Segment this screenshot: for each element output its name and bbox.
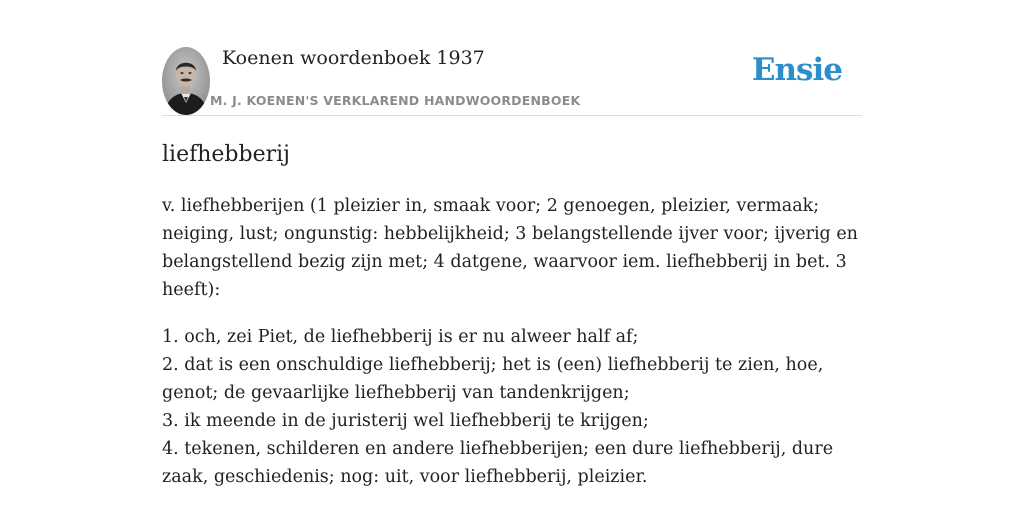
source-title: Koenen woordenboek 1937 [222, 47, 485, 69]
brand-logo[interactable]: Ensie [751, 52, 842, 88]
dictionary-entry-page [162, 0, 862, 512]
portrait-photo-icon [162, 47, 210, 115]
example-item: 4. tekenen, schilderen en andere liefhebberijen; een dure liefhebberij, dure zaak, geschiedenis; nog: uit, voor liefhebberij, pleizier. [162, 439, 834, 487]
source-subtitle: M. J. KOENEN'S VERKLAREND HANDWOORDENBOEK [210, 93, 581, 108]
example-item: 3. ik meende in de juristerij wel liefhebberij te krijgen; [162, 411, 649, 431]
header-divider [162, 115, 862, 116]
author-portrait [162, 47, 210, 115]
page-title: liefhebberij [162, 142, 290, 167]
definition-text: v. liefhebberijen (1 pleizier in, smaak voor; 2 genoegen, pleizier, vermaak; neiging, lust; ongunstig: hebbelijkheid; 3 belangstellende ijver voor; ijverig en belangstellend bezig zijn met; 4 datgene, waarvoor iem. liefhebberij in bet. 3 heeft): [162, 196, 858, 300]
examples-list [162, 323, 862, 491]
example-item: 2. dat is een onschuldige liefhebberij; het is (een) liefhebberij te zien, hoe, genot; de gevaarlijke liefhebberij van tandenkrijgen; [162, 355, 824, 403]
example-item: 1. och, zei Piet, de liefhebberij is er nu alweer half af; [162, 327, 639, 347]
